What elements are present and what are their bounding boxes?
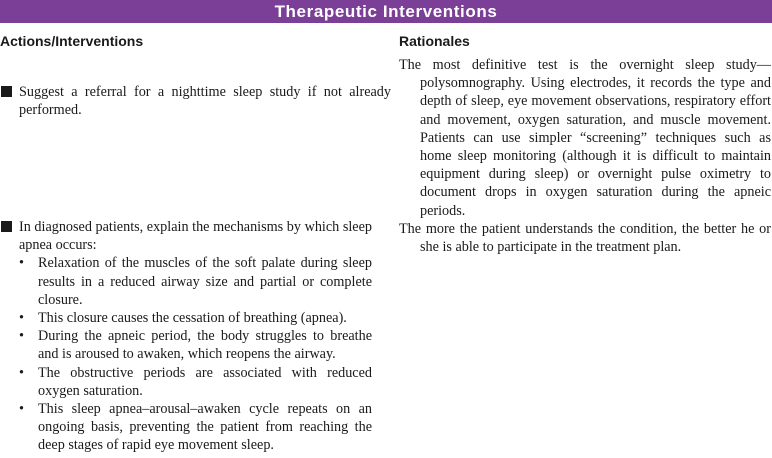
rationale-item: The more the patient understands the condition, the better he or she is able to participate in the treatment plan. bbox=[399, 220, 771, 256]
section-title: Therapeutic Interventions bbox=[274, 2, 498, 21]
actions-heading: Actions/Interventions bbox=[0, 33, 144, 49]
dot-bullet-icon: • bbox=[19, 255, 24, 272]
action-text: In diagnosed patients, explain the mechanisms by which sleep apnea occurs: bbox=[19, 219, 372, 254]
actions-column bbox=[0, 23, 391, 454]
mechanism-item: • The obstructive periods are associated with reduced oxygen saturation. bbox=[19, 364, 372, 399]
mechanism-item: • This closure causes the cessation of breathing (apnea). bbox=[19, 310, 347, 327]
action-text: Suggest a referral for a nighttime sleep study if not already performed. bbox=[19, 84, 391, 119]
dot-bullet-icon: • bbox=[19, 401, 24, 418]
rationales-column bbox=[399, 23, 771, 256]
action-item bbox=[0, 218, 372, 455]
mechanism-list bbox=[0, 254, 372, 454]
dot-bullet-icon: • bbox=[19, 310, 24, 327]
square-bullet-icon bbox=[1, 221, 12, 232]
mechanism-item: • This sleep apnea–arousal–awaken cycle repeats on an ongoing basis, preventing the patient from reaching the deep stages of rapid eye movement sleep. bbox=[19, 401, 372, 454]
action-item bbox=[0, 83, 391, 119]
mechanism-item: • Relaxation of the muscles of the soft palate during sleep results in a reduced airway size and partial or complete closure. bbox=[19, 255, 372, 308]
intervention-table bbox=[0, 23, 772, 458]
rationales-heading: Rationales bbox=[399, 33, 470, 49]
square-bullet-icon bbox=[1, 86, 12, 97]
dot-bullet-icon: • bbox=[19, 328, 24, 345]
mechanism-item: • During the apneic period, the body struggles to breathe and is aroused to awaken, which reopens the airway. bbox=[19, 328, 372, 363]
dot-bullet-icon: • bbox=[19, 364, 24, 381]
section-banner bbox=[0, 0, 772, 23]
rationale-item: The most definitive test is the overnight sleep study—polysomnography. Using electrodes, it records the type and depth of sleep, eye movement observations, respiratory effort and movement, oxygen saturation, and muscle movement. Patients can use simpler “screening” techniques such as home sleep monitoring (although it is difficult to maintain equipment during sleep) or overnight pulse oximetry to document drops in oxygen saturation during the apneic periods. bbox=[399, 57, 771, 219]
